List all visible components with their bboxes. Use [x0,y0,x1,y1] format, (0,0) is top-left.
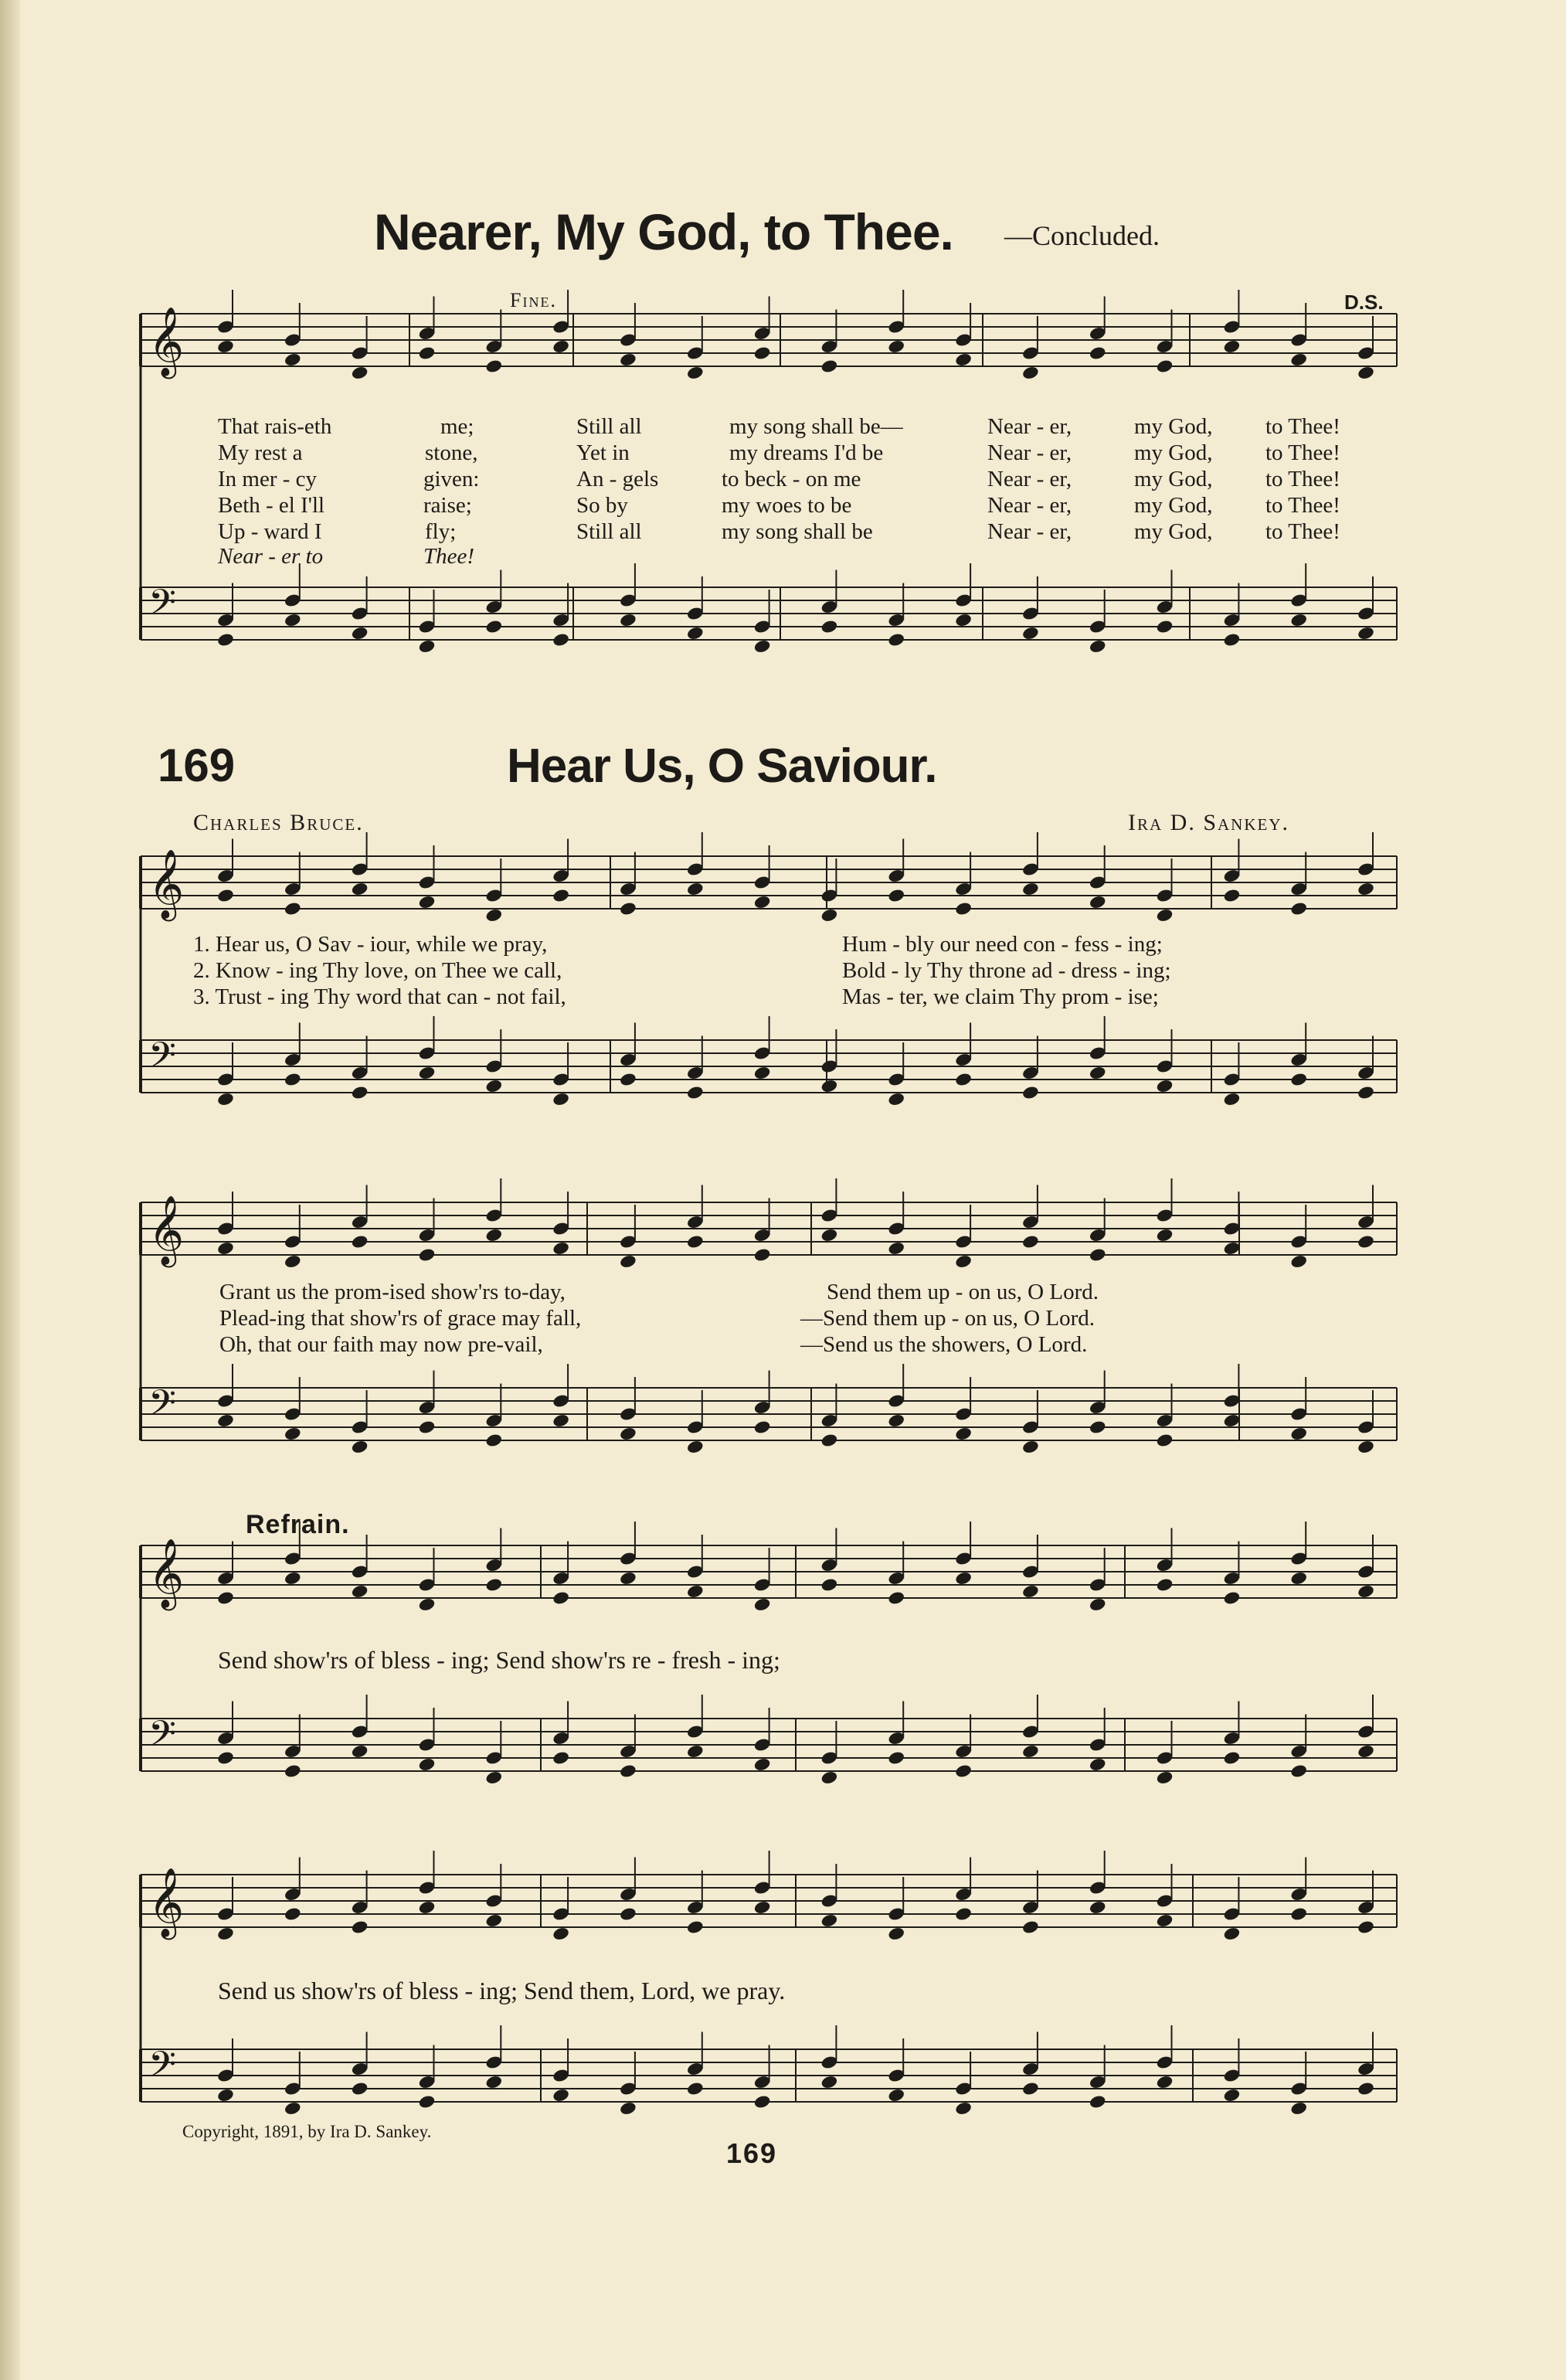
note-head [1089,2094,1107,2110]
hymn-author: Charles Bruce. [193,810,364,835]
treble-clef-icon: 𝄞 [148,1195,185,1265]
note-head [552,1413,570,1429]
note-head [418,1066,437,1081]
note-head [686,1234,705,1250]
stanza2-line2-right: —Send them up - on us, O Lord. [800,1306,1095,1331]
note-head [753,1066,772,1081]
note-head [1357,1440,1375,1455]
verse-line-1g: to Thee! [1265,414,1340,439]
note-head [485,1433,504,1448]
verse-line-3e: Near - er, [987,467,1072,491]
copyright-notice: Copyright, 1891, by Ira D. Sankey. [182,2122,432,2141]
note-head [619,1763,637,1779]
stanza1-line3-right: Mas - ter, we claim Thy prom - ise; [842,984,1159,1009]
bass-clef-icon: 𝄢 [148,1382,177,1433]
hymn-number: 169 [158,740,236,791]
note-head [619,2101,637,2116]
note-head [753,1900,772,1916]
treble-clef-icon: 𝄞 [148,1538,185,1608]
note-head [284,352,302,368]
note-head [1357,626,1375,641]
note-head [418,1757,437,1773]
note-head [485,908,504,923]
verse-line-2d: my dreams I'd be [729,440,884,465]
note-head [887,2088,905,2103]
verse-line-4e: Near - er, [987,493,1072,518]
top-hymn-title: Nearer, My God, to Thee. [374,203,953,260]
note-head [686,626,705,641]
verse-line-3f: my God, [1134,467,1213,491]
note-head [954,352,973,368]
note-head [1289,1906,1308,1922]
note-head [954,1426,973,1442]
note-head [1357,2081,1375,2096]
note-head [820,359,839,374]
verse-line-5f: my God, [1134,519,1213,544]
note-head [552,1750,570,1766]
verse-line-3d: to beck - on me [722,467,861,491]
bass-clef-icon: 𝄢 [148,1713,177,1763]
note-head [1156,1770,1174,1786]
note-head [1156,619,1174,634]
note-head [1156,1577,1174,1593]
note-head [619,1426,637,1442]
note-head [351,1584,369,1600]
verse-line-1f: my God, [1134,414,1213,439]
bass-clef-icon: 𝄢 [148,1035,177,1085]
note-head [954,1072,973,1087]
note-head [619,1571,637,1586]
note-head [1021,1744,1040,1760]
verse-line-2c: Yet in [576,440,630,465]
verse-line-4a: Beth - el I'll [218,493,325,518]
note-head [1089,1597,1107,1613]
note-head [686,1440,705,1455]
italic-line-a: Near - er to [218,544,324,569]
note-head [351,1234,369,1250]
note-head [954,613,973,628]
top-hymn-suffix: —Concluded. [1004,220,1160,251]
note-head [485,619,504,634]
note-head [1021,1085,1040,1100]
verse-line-3a: In mer - cy [218,467,318,491]
note-head [351,366,369,381]
note-head [1223,1241,1242,1256]
note-head [1021,1440,1040,1455]
note-head [418,2094,437,2110]
stanza1-line1-left: 1. Hear us, O Sav - iour, while we pray, [193,932,548,957]
note-head [552,1092,570,1107]
note-head [216,2088,235,2103]
note-head [753,1420,772,1435]
note-head [619,1072,637,1087]
note-head [619,613,637,628]
note-head [1156,1913,1174,1929]
stanza2-line1-left: Grant us the prom-ised show'rs to-day, [219,1280,566,1304]
note-head [552,339,570,355]
note-head [284,901,302,916]
note-head [216,339,235,355]
treble-clef-icon: 𝄞 [148,307,185,376]
note-head [485,1770,504,1786]
stanza2-line2-left: Plead-ing that show'rs of grace may fall, [219,1306,582,1331]
note-head [686,366,705,381]
note-head [216,1241,235,1256]
verse-line-5a: Up - ward I [218,519,322,544]
note-head [1089,345,1107,361]
italic-line-b: Thee! [423,544,475,569]
note-head [1021,626,1040,641]
note-head [887,339,905,355]
treble-clef-icon: 𝄞 [148,849,185,919]
note-head [1156,359,1174,374]
note-head [216,1750,235,1766]
note-head [1021,1919,1040,1935]
note-head [820,1770,839,1786]
note-head [1289,1072,1308,1087]
verse-line-4g: to Thee! [1265,493,1340,518]
note-head [1089,1066,1107,1081]
note-head [619,1254,637,1270]
note-head [686,1744,705,1760]
note-head [216,1092,235,1107]
note-head [820,1913,839,1929]
note-head [552,888,570,903]
note-head [418,1900,437,1916]
note-head [1289,901,1308,916]
stanza1-line2-right: Bold - ly Thy throne ad - dress - ing; [842,958,1171,983]
verse-line-3g: to Thee! [1265,467,1340,491]
verse-line-1b: me; [440,414,474,439]
note-head [485,1228,504,1243]
verse-line-4f: my God, [1134,493,1213,518]
note-head [686,2081,705,2096]
note-head [1021,1234,1040,1250]
note-head [1156,2075,1174,2090]
note-head [753,345,772,361]
note-head [619,901,637,916]
note-head [1357,882,1375,897]
note-head [820,908,839,923]
note-head [1156,1433,1174,1448]
note-head [284,1426,302,1442]
note-head [1223,1750,1242,1766]
note-head [887,888,905,903]
note-head [954,1763,973,1779]
note-head [1357,1919,1375,1935]
verse-line-5d: my song shall be [722,519,873,544]
note-head [216,888,235,903]
note-head [1357,1584,1375,1600]
verse-line-1a: That rais-eth [218,414,332,439]
verse-line-3b: given: [423,467,480,491]
note-head [820,1577,839,1593]
verse-line-5e: Near - er, [987,519,1072,544]
note-head [351,1919,369,1935]
verse-line-2b: stone, [425,440,478,465]
hymn-title: Hear Us, O Saviour. [507,740,937,793]
verse-line-5c: Still all [576,519,642,544]
refrain-line-2: Send us show'rs of bless - ing; Send them, Lord, we pray. [218,1977,786,2004]
note-head [1156,1228,1174,1243]
note-head [820,619,839,634]
note-head [1223,632,1242,648]
note-head [887,1750,905,1766]
note-head [1089,895,1107,910]
note-head [418,895,437,910]
note-head [887,1590,905,1606]
note-head [1089,1420,1107,1435]
verse-line-2a: My rest a [218,440,303,465]
bass-clef-icon: 𝄢 [148,582,177,632]
note-head [284,1906,302,1922]
note-head [686,1085,705,1100]
note-head [552,1590,570,1606]
refrain-line-1: Send show'rs of bless - ing; Send show'rs re - fresh - ing; [218,1646,780,1674]
treble-clef-icon: 𝄞 [148,1868,185,1937]
note-head [418,1597,437,1613]
note-head [1289,1571,1308,1586]
note-head [753,1597,772,1613]
note-head [351,1744,369,1760]
note-head [753,1757,772,1773]
note-head [1223,2088,1242,2103]
note-head [954,1906,973,1922]
note-head [820,1228,839,1243]
note-head [1089,1757,1107,1773]
verse-line-1c: Still all [576,414,642,439]
verse-line-5b: fly; [425,519,457,544]
note-head [1289,613,1308,628]
verse-line-4c: So by [576,493,628,518]
note-head [954,1571,973,1586]
ds-mark: D.S. [1344,291,1384,314]
note-head [1156,908,1174,923]
note-head [351,1085,369,1100]
stanza2-line1-right: Send them up - on us, O Lord. [827,1280,1099,1304]
note-head [552,632,570,648]
stanza1-line3-left: 3. Trust - ing Thy word that can - not fail, [193,984,566,1009]
note-head [1289,1763,1308,1779]
note-head [753,895,772,910]
verse-line-4b: raise; [423,493,472,518]
verse-line-5g: to Thee! [1265,519,1340,544]
note-head [753,1247,772,1263]
note-head [485,1577,504,1593]
refrain-label: Refrain. [246,1510,350,1539]
stanza2-line3-left: Oh, that our faith may now pre-vail, [219,1332,543,1357]
note-head [284,613,302,628]
note-head [216,1926,235,1942]
verse-line-1d: my song shall be— [729,414,903,439]
hymn-composer: Ira D. Sankey. [1128,810,1290,835]
note-head [216,1590,235,1606]
note-head [1357,1234,1375,1250]
note-head [954,901,973,916]
note-head [753,2094,772,2110]
note-head [686,882,705,897]
stanza1-line2-left: 2. Know - ing Thy love, on Thee we call, [193,958,562,983]
note-head [1357,1744,1375,1760]
note-head [887,1413,905,1429]
note-head [887,632,905,648]
note-head [820,1433,839,1448]
note-head [619,1906,637,1922]
note-head [1223,1590,1242,1606]
note-head [1021,1584,1040,1600]
note-head [418,1247,437,1263]
note-head [284,1072,302,1087]
note-head [284,1571,302,1586]
verse-line-3c: An - gels [576,467,659,491]
note-head [552,2088,570,2103]
note-head [1289,352,1308,368]
note-head [1289,1426,1308,1442]
note-head [284,1763,302,1779]
verse-line-1e: Near - er, [987,414,1072,439]
note-head [485,359,504,374]
verse-line-2e: Near - er, [987,440,1072,465]
note-head [485,1913,504,1929]
note-head [1223,1092,1242,1107]
note-head [686,1584,705,1600]
note-head [418,345,437,361]
note-head [820,1079,839,1094]
note-head [1089,639,1107,654]
stanza2-line3-right: —Send us the showers, O Lord. [800,1332,1088,1357]
note-head [1223,888,1242,903]
note-head [351,2081,369,2096]
note-head [351,882,369,897]
note-head [1357,1085,1375,1100]
note-head [1089,1900,1107,1916]
note-head [887,1241,905,1256]
note-head [887,1092,905,1107]
note-head [1021,882,1040,897]
note-head [418,639,437,654]
note-head [418,1420,437,1435]
note-head [1223,1926,1242,1942]
note-head [1021,366,1040,381]
note-head [954,2101,973,2116]
note-head [1156,1079,1174,1094]
note-head [284,2101,302,2116]
note-head [485,1079,504,1094]
note-head [216,1413,235,1429]
note-head [954,1254,973,1270]
note-head [552,1926,570,1942]
verse-line-2g: to Thee! [1265,440,1340,465]
note-head [351,626,369,641]
note-head [1289,1254,1308,1270]
note-head [686,1919,705,1935]
note-head [1223,1413,1242,1429]
note-head [1089,1247,1107,1263]
note-head [552,1241,570,1256]
note-head [1223,339,1242,355]
note-head [1021,2081,1040,2096]
bass-clef-icon: 𝄢 [148,2044,177,2094]
note-head [753,639,772,654]
note-head [887,1926,905,1942]
note-head [820,2075,839,2090]
verse-line-4d: my woes to be [722,493,852,518]
note-head [351,1440,369,1455]
note-head [1289,2101,1308,2116]
note-head [485,2075,504,2090]
note-head [619,352,637,368]
note-head [216,632,235,648]
stanza1-line1-right: Hum - bly our need con - fess - ing; [842,932,1163,957]
fine-mark: Fine. [510,289,557,311]
note-head [284,1254,302,1270]
verse-line-2f: my God, [1134,440,1213,465]
page-number: 169 [726,2137,778,2169]
note-head [1357,366,1375,381]
